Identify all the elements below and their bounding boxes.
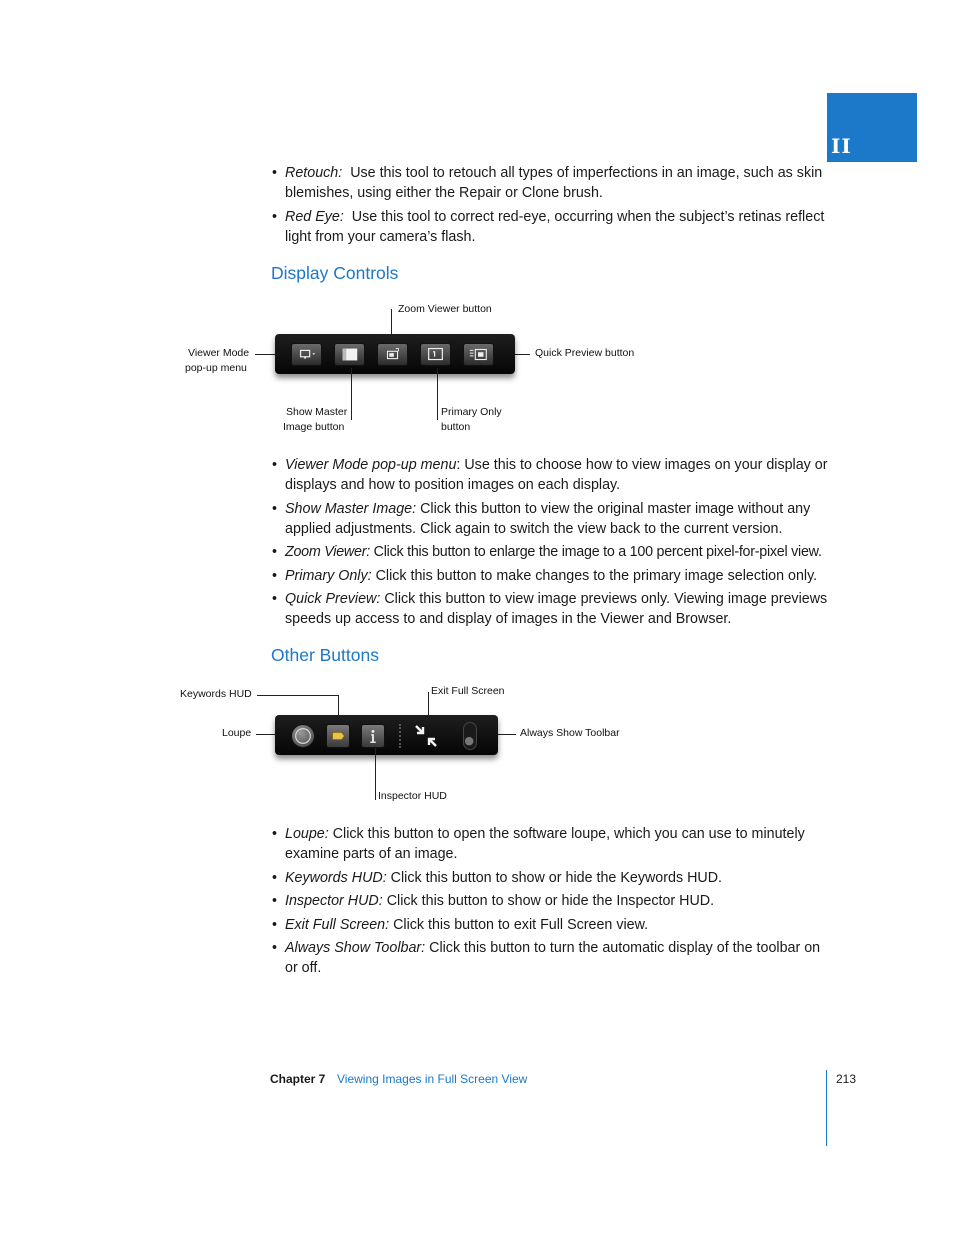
page-number: 213 [836, 1072, 857, 1086]
other-buttons-bullet-list [270, 824, 830, 982]
list-item [270, 499, 830, 539]
bullet-text: Use this tool to retouch all types of imperfections in an image, such as skin blemishes, using either the Repair or Clone brush. [285, 165, 823, 201]
label-show-master-2: Image button [283, 421, 345, 433]
toggle-knob-icon [464, 723, 476, 749]
toolbar-divider [399, 724, 403, 748]
exit-full-screen-button[interactable] [413, 723, 439, 749]
bullet-text: Click this button to open the software loupe, which you can use to minutely examine parts of an image. [285, 826, 805, 862]
label-primary-only-1: Primary Only [441, 406, 502, 418]
bullet-text: Click this button to view the original master image without any applied adjustments. Click again to switch the view back to the current version. [285, 500, 811, 537]
exit-full-screen-icon [413, 723, 439, 749]
callout-line [351, 368, 352, 420]
bullet-text: Click this button to enlarge the image to a 100 percent pixel-for-pixel view. [369, 544, 822, 560]
monitor-icon [292, 344, 321, 365]
list-item [270, 589, 830, 629]
bullet-term: Primary Only: [285, 567, 372, 584]
bullet-text: Click this button to view image previews only. Viewing image previews speeds up access to and display of images in the Viewer and Browser. [285, 591, 828, 627]
label-zoom-viewer: Zoom Viewer button [398, 303, 492, 315]
always-show-toolbar-switch[interactable] [463, 722, 477, 750]
bullet-term: Retouch: [285, 165, 343, 181]
bullet-term: Inspector HUD: [285, 893, 383, 909]
bullet-text: Click this button to make changes to the primary image selection only. [371, 567, 818, 584]
list-item [270, 868, 830, 888]
label-quick-preview: Quick Preview button [535, 347, 635, 359]
primary-only-icon [421, 344, 450, 365]
list-item [270, 455, 830, 495]
bullet-term: Quick Preview: [285, 591, 381, 607]
list-item [270, 938, 830, 978]
viewer-mode-popup-button[interactable] [291, 343, 322, 366]
display-toolbar [275, 334, 515, 374]
label-exit-full-screen: Exit Full Screen [431, 685, 505, 697]
inspector-hud-button[interactable] [361, 724, 385, 748]
label-primary-only-2: button [441, 421, 471, 433]
bullet-text: Click this button to turn the automatic display of the toolbar on or off. [285, 940, 821, 976]
footer-chapter: Chapter 7 [270, 1072, 326, 1086]
primary-only-button[interactable] [420, 343, 451, 366]
callout-line [375, 748, 376, 800]
bullet-term: Always Show Toolbar: [285, 940, 426, 956]
bullet-text: Click this button to show or hide the Keywords HUD. [386, 869, 723, 886]
bullet-text: Click this button to exit Full Screen view. [389, 916, 649, 933]
list-item [270, 542, 830, 562]
loupe-button[interactable] [291, 724, 315, 748]
label-viewer-mode-2: pop-up menu [185, 362, 247, 374]
list-item [270, 915, 830, 935]
zoom-viewer-button[interactable] [377, 343, 408, 366]
list-item [270, 891, 830, 911]
list-item [270, 566, 830, 586]
master-image-icon [335, 344, 364, 365]
part-tab [827, 93, 917, 162]
part-tab-label: II [831, 134, 852, 158]
label-keywords-hud: Keywords HUD [180, 688, 252, 700]
bullet-text: Use this tool to correct red-eye, occurring when the subject’s retinas reflect light from your camera’s flash. [285, 208, 825, 245]
bullet-term: Zoom Viewer: [285, 544, 370, 560]
other-buttons-heading: Other Buttons [271, 645, 379, 665]
bullet-text: Click this button to show or hide the Inspector HUD. [382, 893, 715, 909]
bullet-term: Keywords HUD: [285, 869, 387, 886]
bullet-term: Show Master Image: [285, 500, 417, 517]
list-item [270, 824, 830, 864]
list-item [270, 207, 830, 247]
intro-bullet-list [270, 163, 830, 250]
show-master-image-button[interactable] [334, 343, 365, 366]
bullet-text: : Use this to choose how to view images on your display or displays and how to position images on each display. [285, 457, 828, 493]
keywords-hud-button[interactable] [326, 724, 350, 748]
loupe-icon [292, 725, 314, 747]
footer-chapter-title[interactable]: Viewing Images in Full Screen View [337, 1072, 528, 1086]
display-controls-bullet-list [270, 455, 830, 633]
quick-preview-icon [464, 344, 493, 365]
bullet-term: Loupe: [285, 826, 329, 842]
footer-rule [826, 1070, 827, 1146]
zoom-icon [378, 344, 407, 365]
keywords-tag-icon [327, 725, 349, 747]
callout-line [257, 695, 339, 696]
label-always-show-toolbar: Always Show Toolbar [520, 727, 620, 739]
list-item [270, 163, 830, 203]
bullet-term: Viewer Mode pop-up menu [285, 457, 457, 473]
info-icon [362, 725, 384, 747]
callout-line [437, 368, 438, 420]
label-inspector-hud: Inspector HUD [378, 790, 447, 802]
quick-preview-button[interactable] [463, 343, 494, 366]
label-show-master-1: Show Master [286, 406, 348, 418]
other-toolbar [275, 715, 498, 755]
bullet-term: Red Eye: [285, 208, 344, 225]
display-controls-heading: Display Controls [271, 263, 399, 283]
label-loupe: Loupe [222, 727, 252, 739]
bullet-term: Exit Full Screen: [285, 916, 390, 933]
label-viewer-mode-1: Viewer Mode [188, 347, 250, 359]
